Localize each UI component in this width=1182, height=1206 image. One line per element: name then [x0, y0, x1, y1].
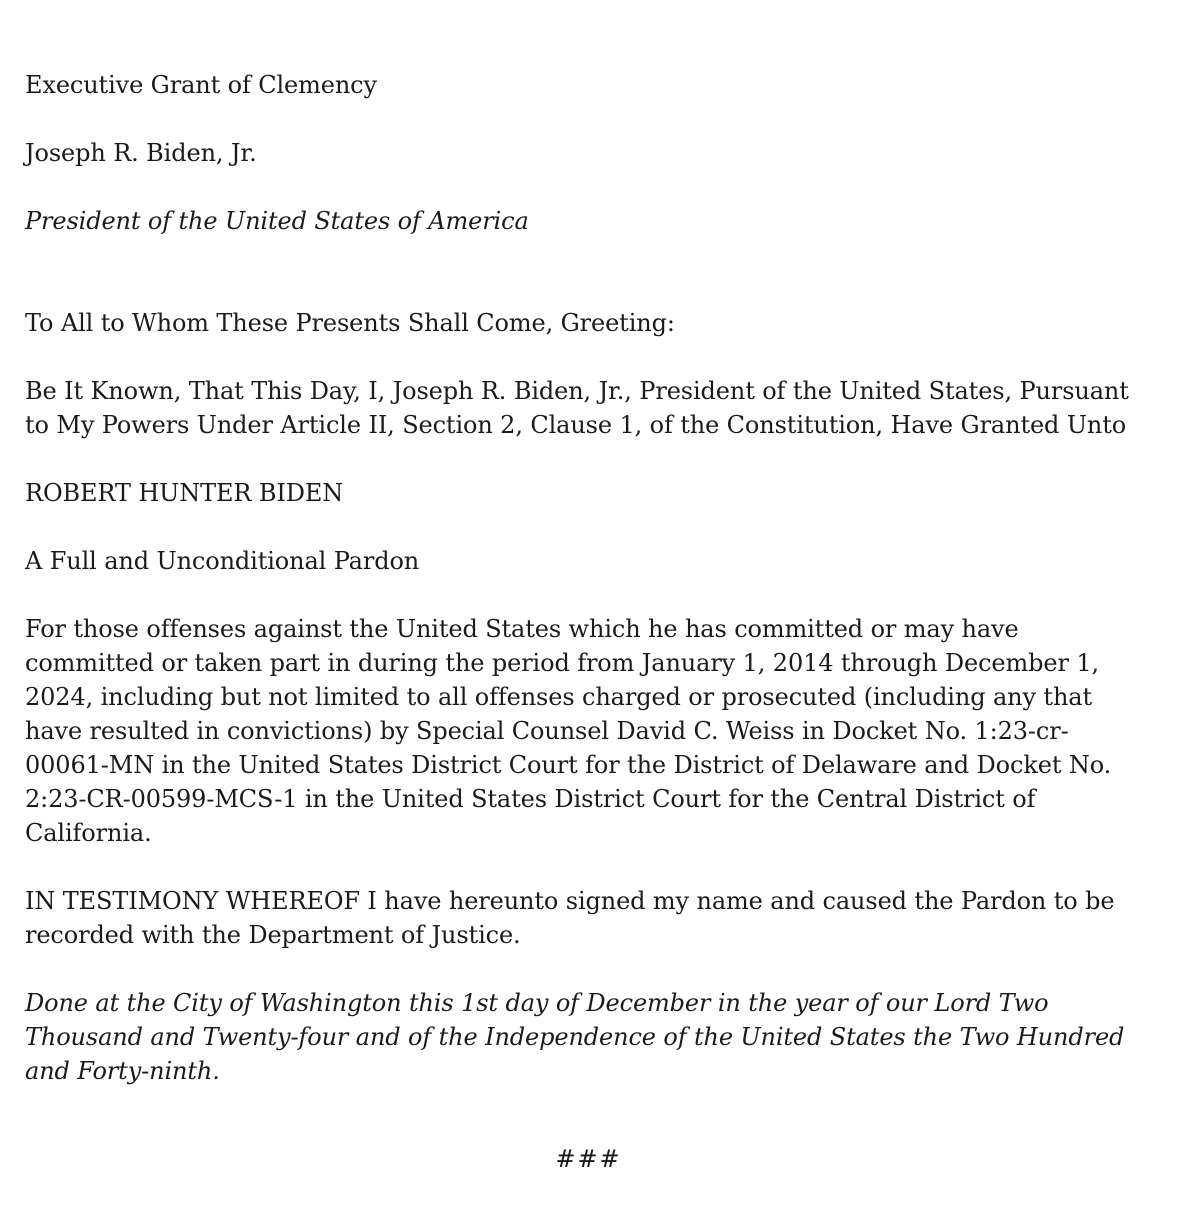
- preamble-paragraph: Be It Known, That This Day, I, Joseph R. Biden, Jr., President of the United States, Pursuant to My Powers Under Article II, Section 2, Clause 1, of the Constitution, Have Granted Unto: [25, 377, 1129, 439]
- testimony-paragraph: IN TESTIMONY WHEREOF I have hereunto signed my name and caused the Pardon to be recorded with the Department of Justice.: [25, 887, 1115, 949]
- author-title: President of the United States of America: [25, 207, 529, 235]
- grant-statement: A Full and Unconditional Pardon: [25, 547, 420, 575]
- attestation-paragraph: Done at the City of Washington this 1st day of December in the year of our Lord Two Thousand and Twenty-four and of the Independence of the United States the Two Hundred and Forty-ninth.: [25, 989, 1125, 1085]
- scope-paragraph: For those offenses against the United States which he has committed or may have committed or taken part in during the period from January 1, 2014 through December 1, 2024, including but not limited to all offenses charged or prosecuted (including any that have resulted in convictions) by Special Counsel David C. Weiss in Docket No. 1:23-cr-00061-MN in the United States District Court for the District of Delaware and Docket No. 2:23-CR-00599-MCS-1 in the United States District Court for the Central District of California.: [25, 615, 1112, 847]
- salutation: To All to Whom These Presents Shall Come, Greeting:: [25, 309, 675, 337]
- document-header: [25, 34, 1152, 272]
- author-name: Joseph R. Biden, Jr.: [25, 139, 257, 167]
- end-mark: ###: [555, 1145, 622, 1173]
- document-title: Executive Grant of Clemency: [25, 71, 377, 99]
- recipient-name: ROBERT HUNTER BIDEN: [25, 479, 344, 507]
